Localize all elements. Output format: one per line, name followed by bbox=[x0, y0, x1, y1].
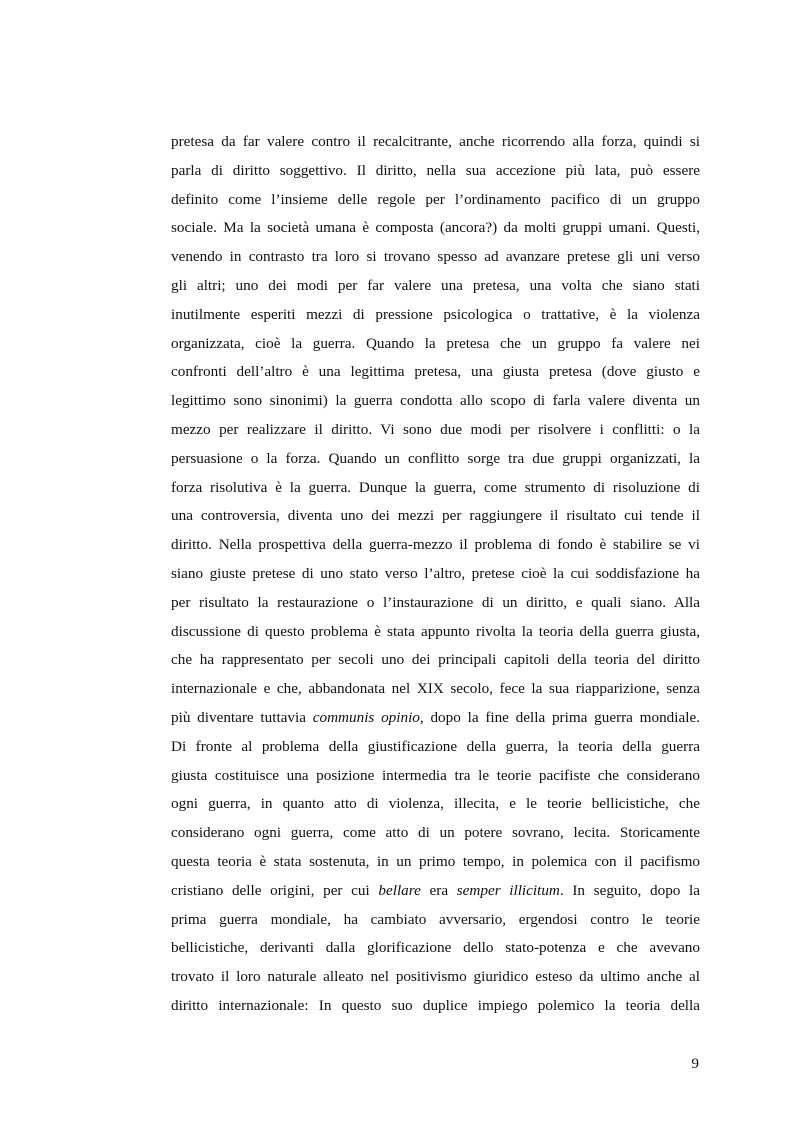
text-line: organizzata, cioè la guerra. Quando la pretesa che un gruppo fa valere nei bbox=[171, 334, 700, 352]
text-line: che ha rappresentato per secoli uno dei principali capitoli della teoria del diritto bbox=[171, 651, 700, 669]
text-line: diritto. Nella prospettiva della guerra-mezzo il problema di fondo è stabilire se vi bbox=[171, 536, 700, 554]
text-line: bellicistiche, derivanti dalla glorificazione dello stato-potenza e che avevano bbox=[171, 939, 700, 957]
text-line: Di fronte al problema della giustificazione della guerra, la teoria della guerra bbox=[171, 737, 700, 755]
text-line: questa teoria è stata sostenuta, in un primo tempo, in polemica con il pacifismo bbox=[171, 852, 700, 870]
body-text bbox=[171, 128, 700, 1021]
italic-term: communis opinio bbox=[312, 708, 420, 726]
text-line: discussione di questo problema è stata appunto rivolta la teoria della guerra giusta, bbox=[171, 622, 700, 640]
text-line: definito come l’insieme delle regole per l’ordinamento pacifico di un gruppo bbox=[171, 190, 700, 208]
text-line: persuasione o la forza. Quando un conflitto sorge tra due gruppi organizzati, la bbox=[171, 449, 700, 467]
text-line: siano giuste pretese di uno stato verso l’altro, pretese cioè la cui soddisfazione ha bbox=[171, 564, 700, 582]
text-line: ogni guerra, in quanto atto di violenza, illecita, e le teorie bellicistiche, che bbox=[171, 795, 700, 813]
text-line: sociale. Ma la società umana è composta (ancora?) da molti gruppi umani. Questi, bbox=[171, 219, 700, 237]
text-line: più diventare tuttavia communis opinio, dopo la fine della prima guerra mondiale. bbox=[171, 708, 700, 726]
text-line: considerano ogni guerra, come atto di un potere sovrano, lecita. Storicamente bbox=[171, 824, 700, 842]
text-line: giusta costituisce una posizione intermedia tra le teorie pacifiste che considerano bbox=[171, 766, 700, 784]
text-line: legittimo sono sinonimi) la guerra condotta allo scopo di farla valere diventa un bbox=[171, 392, 700, 410]
text-line: gli altri; uno dei modi per far valere una pretesa, una volta che siano stati bbox=[171, 276, 700, 294]
text-line: diritto internazionale: In questo suo duplice impiego polemico la teoria della bbox=[171, 996, 700, 1014]
text-line: cristiano delle origini, per cui bellare era semper illicitum. In seguito, dopo la bbox=[171, 881, 700, 899]
text-line: per risultato la restaurazione o l’instaurazione di un diritto, e quali siano. Alla bbox=[171, 593, 700, 611]
text-line: inutilmente esperiti mezzi di pressione psicologica o trattative, è la violenza bbox=[171, 305, 700, 323]
italic-term: bellare bbox=[378, 881, 421, 899]
text-line: venendo in contrasto tra loro si trovano spesso ad avanzare pretese gli uni verso bbox=[171, 248, 700, 266]
text-line: internazionale e che, abbandonata nel XIX secolo, fece la sua riapparizione, senza bbox=[171, 680, 700, 698]
text-line: trovato il loro naturale alleato nel positivismo giuridico esteso da ultimo anche al bbox=[171, 968, 700, 986]
text-line: confronti dell’altro è una legittima pretesa, una giusta pretesa (dove giusto e bbox=[171, 363, 700, 381]
page-number: 9 bbox=[691, 1055, 699, 1072]
text-line: pretesa da far valere contro il recalcitrante, anche ricorrendo alla forza, quindi si bbox=[171, 133, 700, 150]
italic-term: semper illicitum bbox=[456, 881, 560, 899]
text-line: una controversia, diventa uno dei mezzi per raggiungere il risultato cui tende il bbox=[171, 507, 700, 525]
text-line: mezzo per realizzare il diritto. Vi sono due modi per risolvere i conflitti: o la bbox=[171, 420, 700, 438]
text-line: prima guerra mondiale, ha cambiato avversario, ergendosi contro le teorie bbox=[171, 910, 700, 928]
text-line: parla di diritto soggettivo. Il diritto, nella sua accezione più lata, può essere bbox=[171, 161, 700, 179]
text-line: forza risolutiva è la guerra. Dunque la guerra, come strumento di risoluzione di bbox=[171, 478, 700, 496]
